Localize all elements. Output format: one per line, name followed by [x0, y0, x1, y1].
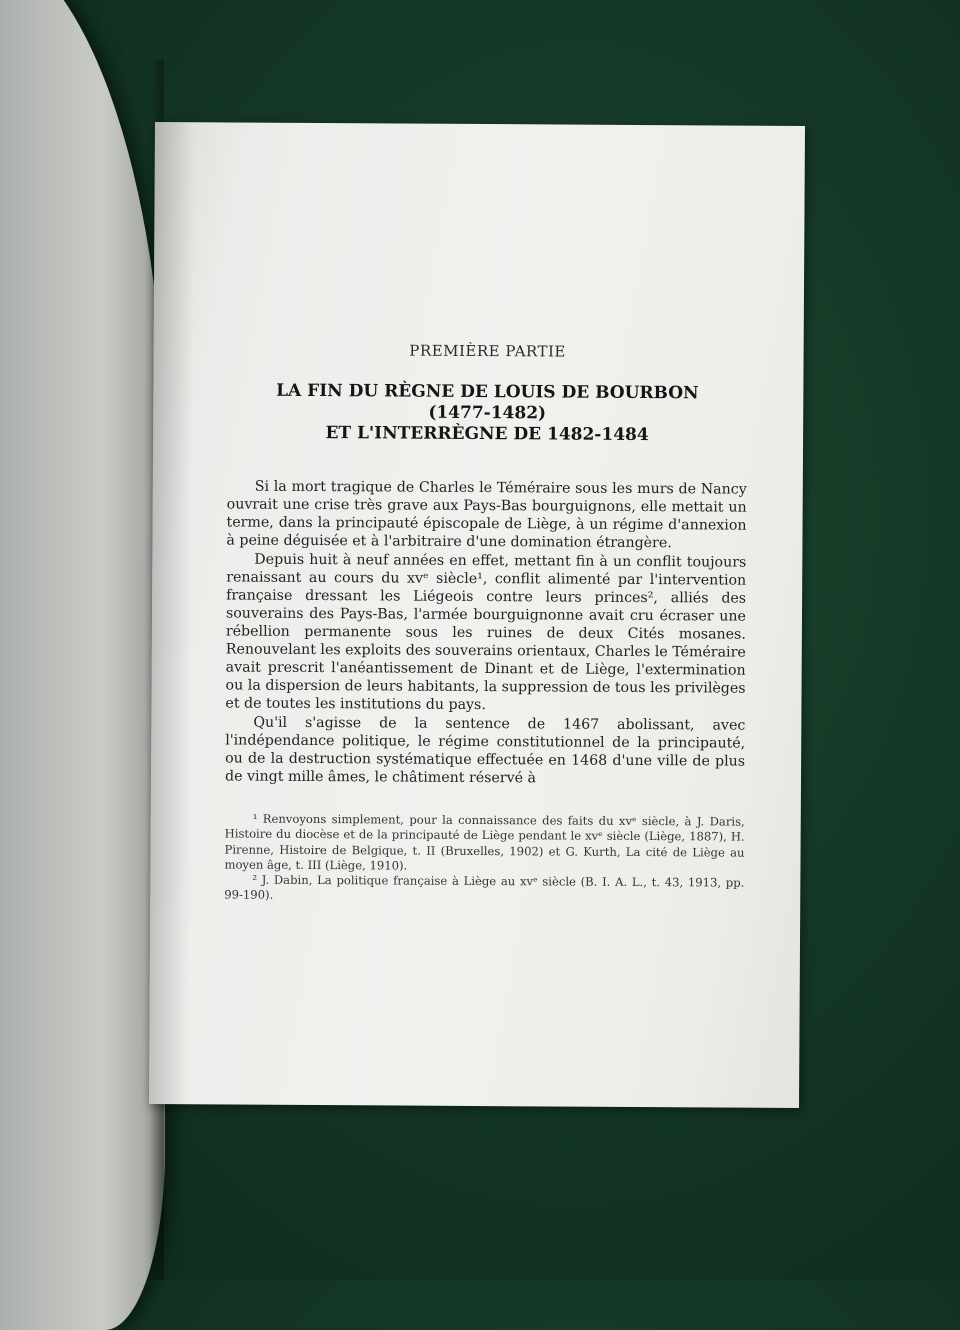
chapter-title [227, 380, 747, 446]
footnote-1: ¹ Renvoyons simplement, pour la connaissance des faits du xvᵉ siècle, à J. Daris, Histoire du diocèse et de la principauté de Liège pendant le xvᵉ siècle (Liège, 1887), H. Pirenne, Histoire de Belgique, t. II (Bruxelles, 1902) et G. Kurth, La cité de Liège au moyen âge, t. III (Liège, 1910). [224, 811, 745, 873]
chapter-title-line-2: (1477-1482) [428, 402, 547, 424]
paragraph-3: Qu'il s'agisse de la sentence de 1467 abolissant, avec l'indépendance politique, le régime constitutionnel de la principauté, ou de la destruction systématique effectuée en 1468 d'une ville de plus de vingt mille âmes, le châtiment réservé à [224, 714, 746, 787]
chapter-title-line-1: LA FIN DU RÈGNE DE LOUIS DE BOURBON [276, 380, 699, 404]
footnote-2: ² J. Dabin, La politique française à Liège au xvᵉ siècle (B. I. A. L., t. 43, 1913, pp. 99-190). [224, 872, 745, 903]
footnote-separator [225, 785, 745, 814]
part-label: PREMIÈRE PARTIE [409, 341, 566, 361]
body-text [225, 477, 747, 788]
paragraph-1: Si la mort tragique de Charles le Téméraire sous les murs de Nancy ouvrait une crise très grave aux Pays-Bas bourguignons, elle mettait un terme, dans la principauté épiscopale de Liège, à un régime d'annexion à peine déguisée et à l'arbitraire d'une domination étrangère. [226, 478, 747, 552]
page-binding-shadow [149, 122, 195, 1104]
book-page [149, 122, 805, 1108]
footnotes [224, 811, 745, 906]
facing-page [0, 0, 165, 1330]
page-content [224, 340, 747, 906]
chapter-title-line-3: ET L'INTERRÈGNE DE 1482-1484 [325, 423, 649, 446]
paragraph-2: Depuis huit à neuf années en effet, mettant fin à un conflit toujours renaissant au cours du xvᵉ siècle¹, conflit alimenté par l'intervention française dressant les Liégeois contre leurs princes², alliés des souverains des Pays-Bas, l'armée bourguignonne avait cru écraser une rébellion permanente sous les ruines de deux Cités mosanes. Renouvelant les exploits des souverains orientaux, Charles le Téméraire avait prescrit l'anéantissement de Dinant et de Liège, l'extermination ou la dispersion de leurs habitants, la suppression de tous les privilèges et de toutes les institutions du pays. [225, 551, 747, 714]
